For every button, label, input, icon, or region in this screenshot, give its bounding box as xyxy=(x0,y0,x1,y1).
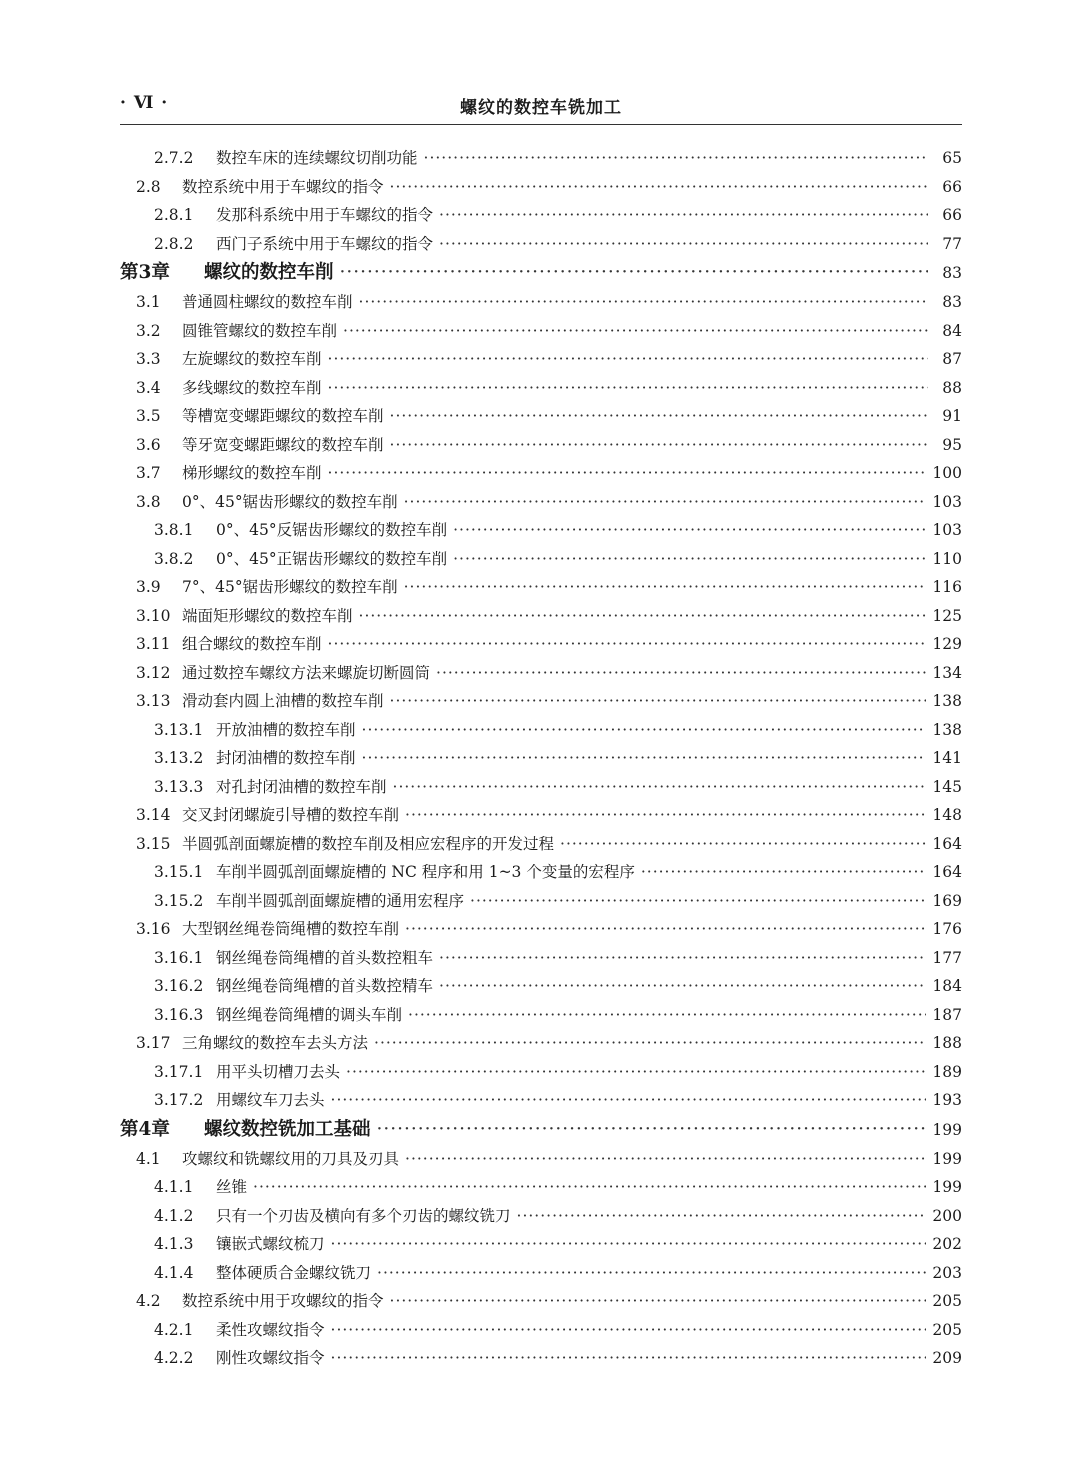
toc-entry-title: 通过数控车螺纹方法来螺旋切断圆筒 xyxy=(182,663,431,682)
toc-entry[interactable] xyxy=(120,630,962,659)
toc-entry[interactable] xyxy=(120,1287,962,1316)
toc-entry-page: 177 xyxy=(932,948,962,967)
toc-entry-page: 164 xyxy=(932,834,962,853)
dot-leader xyxy=(328,345,928,374)
toc-chapter-entry[interactable] xyxy=(120,1115,962,1145)
toc-entry-page: 184 xyxy=(932,977,962,995)
toc-entry-title: 攻螺纹和铣螺纹用的刀具及刃具 xyxy=(182,1149,400,1168)
toc-entry-title: 0°、45°锯齿形螺纹的数控车削 xyxy=(182,492,398,511)
toc-entry-title: 圆锥管螺纹的数控车削 xyxy=(182,321,338,340)
toc-entry-page: 88 xyxy=(942,378,962,397)
toc-entry[interactable] xyxy=(120,459,962,488)
toc-entry-title: 数控系统中用于攻螺纹的指令 xyxy=(182,1292,384,1310)
toc-entry-page: 87 xyxy=(942,350,962,368)
toc-entry[interactable] xyxy=(120,915,962,944)
toc-entry[interactable] xyxy=(120,173,962,202)
toc-entry-title: 开放油槽的数控车削 xyxy=(216,720,356,739)
toc-entry-page: 145 xyxy=(932,777,962,796)
toc-entry-number: 3.13.2 xyxy=(154,749,204,767)
toc-entry[interactable] xyxy=(120,144,962,173)
toc-entry-number: 3.15 xyxy=(136,834,171,853)
dot-leader xyxy=(405,801,926,830)
toc-entry-page: 148 xyxy=(932,806,962,824)
toc-entry[interactable] xyxy=(120,801,962,830)
toc-entry-title: 等槽宽变螺距螺纹的数控车削 xyxy=(182,407,384,425)
toc-entry[interactable] xyxy=(120,773,962,802)
toc-entry-number: 3.3 xyxy=(136,350,161,368)
toc-entry-title: 端面矩形螺纹的数控车削 xyxy=(182,606,353,625)
toc-entry-page: 110 xyxy=(932,549,962,568)
toc-entry[interactable] xyxy=(120,201,962,230)
toc-entry-page: 202 xyxy=(932,1235,962,1253)
dot-leader xyxy=(405,915,926,944)
toc-entry-title: 数控系统中用于车螺纹的指令 xyxy=(182,177,384,196)
toc-entry[interactable] xyxy=(120,1259,962,1288)
toc-entry-page: 189 xyxy=(932,1062,962,1081)
toc-entry-page: 65 xyxy=(942,149,962,167)
toc-entry[interactable] xyxy=(120,488,962,517)
dot-leader xyxy=(362,716,927,745)
toc-entry-number: 3.7 xyxy=(136,464,161,482)
toc-entry-page: 188 xyxy=(932,1034,962,1052)
toc-entry-page: 100 xyxy=(932,464,962,482)
dot-leader xyxy=(346,1058,926,1087)
toc-entry[interactable] xyxy=(120,431,962,460)
toc-entry-number: 2.8.1 xyxy=(154,206,194,224)
toc-entry-title: 柔性攻螺纹指令 xyxy=(216,1320,325,1339)
toc-entry-page: 141 xyxy=(932,749,962,767)
dot-leader xyxy=(404,573,927,602)
dot-leader xyxy=(390,402,928,431)
toc-entry[interactable] xyxy=(120,1145,962,1174)
toc-entry-number: 3.16.1 xyxy=(154,948,204,967)
toc-entry-title: 丝锥 xyxy=(216,1178,248,1196)
toc-entry-page: 83 xyxy=(942,293,962,311)
dot-leader xyxy=(377,1259,926,1288)
toc-entry-number: 第3章 xyxy=(120,262,170,283)
dot-leader xyxy=(340,258,928,288)
toc-entry-number: 4.1 xyxy=(136,1149,161,1168)
toc-entry-title: 大型钢丝绳卷筒绳槽的数控车削 xyxy=(182,920,400,938)
toc-entry-number: 4.1.1 xyxy=(154,1178,194,1196)
toc-entry-page: 95 xyxy=(942,435,962,454)
dot-leader xyxy=(328,630,927,659)
toc-entry-page: 84 xyxy=(942,321,962,340)
toc-entry-title: 半圆弧剖面螺旋槽的数控车削及相应宏程序的开发过程 xyxy=(182,834,555,853)
dot-leader xyxy=(470,887,926,916)
dot-leader xyxy=(641,858,927,887)
toc-entry-number: 3.8 xyxy=(136,492,161,511)
dot-leader xyxy=(439,972,926,1001)
toc-entry-number: 3.9 xyxy=(136,578,161,596)
toc-entry-number: 3.4 xyxy=(136,378,161,397)
toc-entry-number: 3.17.1 xyxy=(154,1062,204,1081)
dot-leader xyxy=(404,488,927,517)
toc-entry-page: 176 xyxy=(932,920,962,938)
toc-entry-number: 3.5 xyxy=(136,407,161,425)
toc-entry[interactable] xyxy=(120,317,962,346)
toc-entry-page: 193 xyxy=(932,1091,962,1109)
toc-entry-number: 3.2 xyxy=(136,321,161,340)
dot-leader xyxy=(331,1230,927,1259)
toc-entry-number: 3.14 xyxy=(136,806,171,824)
dot-leader xyxy=(343,317,928,346)
toc-entry-title: 0°、45°反锯齿形螺纹的数控车削 xyxy=(216,521,448,539)
dot-leader xyxy=(374,1029,926,1058)
toc-entry[interactable] xyxy=(120,1173,962,1202)
toc-entry-title: 发那科系统中用于车螺纹的指令 xyxy=(216,206,434,224)
toc-entry-number: 3.15.1 xyxy=(154,863,204,881)
toc-entry-title: 三角螺纹的数控车去头方法 xyxy=(182,1034,369,1052)
dot-leader xyxy=(408,1001,926,1030)
toc-entry[interactable] xyxy=(120,887,962,916)
toc-entry-page: 134 xyxy=(932,663,962,682)
toc-entry-number: 2.8.2 xyxy=(154,234,194,253)
toc-entry-number: 4.2.2 xyxy=(154,1349,194,1367)
toc-entry-number: 3.13 xyxy=(136,692,171,710)
toc-entry-page: 91 xyxy=(942,407,962,425)
toc-entry-number: 2.7.2 xyxy=(154,149,194,167)
toc-entry-number: 4.2.1 xyxy=(154,1320,194,1339)
toc-entry-number: 3.17 xyxy=(136,1034,171,1052)
toc-entry[interactable] xyxy=(120,858,962,887)
toc-entry-number: 4.1.2 xyxy=(154,1206,194,1225)
toc-entry-title: 镶嵌式螺纹梳刀 xyxy=(216,1235,325,1253)
toc-entry-title: 等牙宽变螺距螺纹的数控车削 xyxy=(182,435,384,454)
toc-entry-title: 钢丝绳卷筒绳槽的调头车削 xyxy=(216,1005,403,1024)
toc-entry-page: 138 xyxy=(932,720,962,739)
toc-entry-page: 83 xyxy=(942,264,962,282)
dot-leader xyxy=(328,459,927,488)
toc-entry-page: 199 xyxy=(932,1149,962,1168)
dot-leader xyxy=(359,602,927,631)
dot-leader xyxy=(390,687,927,716)
toc-entry-number: 3.10 xyxy=(136,606,171,625)
dot-leader xyxy=(331,1316,927,1345)
toc-entry[interactable] xyxy=(120,1344,962,1373)
dot-leader xyxy=(390,431,928,460)
toc-entry-page: 200 xyxy=(932,1206,962,1225)
toc-entry[interactable] xyxy=(120,573,962,602)
toc-entry-title: 普通圆柱螺纹的数控车削 xyxy=(182,293,353,311)
toc-entry-title: 左旋螺纹的数控车削 xyxy=(182,350,322,368)
dot-leader xyxy=(424,144,928,173)
toc-entry-title: 组合螺纹的数控车削 xyxy=(182,635,322,653)
toc-entry-number: 3.13.1 xyxy=(154,720,204,739)
toc-entry-number: 3.16.3 xyxy=(154,1005,204,1024)
toc-entry-title: 只有一个刃齿及横向有多个刃齿的螺纹铣刀 xyxy=(216,1206,511,1225)
toc-entry-title: 用螺纹车刀去头 xyxy=(216,1091,325,1109)
dot-leader xyxy=(253,1173,926,1202)
toc-entry[interactable] xyxy=(120,374,962,403)
toc-entry[interactable] xyxy=(120,1029,962,1058)
toc-entry-title: 封闭油槽的数控车削 xyxy=(216,749,356,767)
toc-entry-page: 77 xyxy=(942,234,962,253)
toc-entry-page: 116 xyxy=(932,578,962,596)
dot-leader xyxy=(517,1202,927,1231)
toc-entry-title: 螺纹数控铣加工基础 xyxy=(204,1118,371,1140)
toc-entry-title: 滑动套内圆上油槽的数控车削 xyxy=(182,692,384,710)
toc-entry[interactable] xyxy=(120,687,962,716)
dot-leader xyxy=(560,830,926,859)
toc-entry-title: 用平头切槽刀去头 xyxy=(216,1062,341,1081)
table-of-contents xyxy=(120,144,962,1373)
toc-entry[interactable] xyxy=(120,602,962,631)
toc-entry-number: 3.1 xyxy=(136,293,161,311)
toc-entry-page: 209 xyxy=(932,1349,962,1367)
toc-entry-page: 199 xyxy=(932,1120,962,1139)
toc-entry[interactable] xyxy=(120,1001,962,1030)
toc-entry-title: 刚性攻螺纹指令 xyxy=(216,1349,325,1367)
toc-entry-title: 梯形螺纹的数控车削 xyxy=(182,464,322,482)
dot-leader xyxy=(328,374,928,403)
toc-entry-title: 交叉封闭螺旋引导槽的数控车削 xyxy=(182,806,400,824)
toc-entry-title: 钢丝绳卷筒绳槽的首头数控精车 xyxy=(216,977,434,995)
toc-entry-title: 数控车床的连续螺纹切削功能 xyxy=(216,149,418,167)
toc-entry-number: 3.8.2 xyxy=(154,549,194,568)
toc-entry-title: 钢丝绳卷筒绳槽的首头数控粗车 xyxy=(216,948,434,967)
toc-entry-page: 199 xyxy=(932,1178,962,1196)
toc-entry-number: 3.11 xyxy=(136,635,171,653)
toc-entry-title: 7°、45°锯齿形螺纹的数控车削 xyxy=(182,578,398,596)
toc-entry-page: 205 xyxy=(932,1320,962,1339)
toc-entry-number: 3.15.2 xyxy=(154,891,204,910)
dot-leader xyxy=(453,516,926,545)
toc-entry-title: 0°、45°正锯齿形螺纹的数控车削 xyxy=(216,549,448,568)
toc-entry-page: 129 xyxy=(932,635,962,653)
toc-entry-number: 3.8.1 xyxy=(154,521,194,539)
toc-entry[interactable] xyxy=(120,744,962,773)
dot-leader xyxy=(393,773,927,802)
toc-entry[interactable] xyxy=(120,659,962,688)
dot-leader xyxy=(439,944,926,973)
toc-entry-title: 多线螺纹的数控车削 xyxy=(182,378,322,397)
toc-entry-page: 187 xyxy=(932,1005,962,1024)
toc-entry-number: 3.16 xyxy=(136,920,171,938)
dot-leader xyxy=(453,545,926,574)
dot-leader xyxy=(377,1115,927,1145)
toc-entry[interactable] xyxy=(120,402,962,431)
toc-entry-number: 2.8 xyxy=(136,177,161,196)
dot-leader xyxy=(390,173,928,202)
toc-entry[interactable] xyxy=(120,972,962,1001)
toc-entry-page: 164 xyxy=(932,863,962,881)
toc-entry-title: 整体硬质合金螺纹铣刀 xyxy=(216,1263,372,1282)
toc-entry-number: 4.1.3 xyxy=(154,1235,194,1253)
dot-leader xyxy=(390,1287,927,1316)
toc-entry[interactable] xyxy=(120,516,962,545)
toc-entry[interactable] xyxy=(120,716,962,745)
toc-entry[interactable] xyxy=(120,1230,962,1259)
toc-entry[interactable] xyxy=(120,1058,962,1087)
toc-entry[interactable] xyxy=(120,230,962,259)
toc-entry-page: 66 xyxy=(942,206,962,224)
dot-leader xyxy=(362,744,927,773)
toc-entry[interactable] xyxy=(120,345,962,374)
toc-entry[interactable] xyxy=(120,1202,962,1231)
toc-entry-page: 103 xyxy=(932,492,962,511)
toc-entry-page: 203 xyxy=(932,1263,962,1282)
toc-entry-title: 对孔封闭油槽的数控车削 xyxy=(216,777,387,796)
toc-entry-page: 103 xyxy=(932,521,962,539)
toc-entry[interactable] xyxy=(120,830,962,859)
toc-entry-number: 第4章 xyxy=(120,1118,170,1140)
dot-leader xyxy=(405,1145,926,1174)
dot-leader xyxy=(436,659,926,688)
toc-chapter-entry[interactable] xyxy=(120,258,962,288)
page-number: · Ⅵ · xyxy=(120,93,169,113)
header-divider xyxy=(120,124,962,125)
toc-entry[interactable] xyxy=(120,288,962,317)
dot-leader xyxy=(439,230,928,259)
toc-entry-title: 西门子系统中用于车螺纹的指令 xyxy=(216,234,434,253)
page-header xyxy=(120,93,962,123)
dot-leader xyxy=(331,1086,927,1115)
toc-entry-title: 车削半圆弧剖面螺旋槽的 NC 程序和用 1~3 个变量的宏程序 xyxy=(216,863,635,881)
toc-entry-title: 车削半圆弧剖面螺旋槽的通用宏程序 xyxy=(216,891,465,910)
toc-entry[interactable] xyxy=(120,944,962,973)
toc-entry-number: 3.16.2 xyxy=(154,977,204,995)
toc-entry-number: 4.1.4 xyxy=(154,1263,194,1282)
dot-leader xyxy=(439,201,928,230)
toc-entry[interactable] xyxy=(120,1316,962,1345)
toc-entry[interactable] xyxy=(120,545,962,574)
toc-entry-number: 4.2 xyxy=(136,1292,161,1310)
book-title: 螺纹的数控车铣加工 xyxy=(460,98,622,118)
toc-entry[interactable] xyxy=(120,1086,962,1115)
toc-entry-title: 螺纹的数控车削 xyxy=(204,262,334,283)
dot-leader xyxy=(331,1344,927,1373)
toc-entry-number: 3.13.3 xyxy=(154,777,204,796)
toc-entry-number: 3.6 xyxy=(136,435,161,454)
toc-entry-number: 3.17.2 xyxy=(154,1091,204,1109)
toc-entry-number: 3.12 xyxy=(136,663,171,682)
toc-entry-page: 66 xyxy=(942,177,962,196)
toc-entry-page: 169 xyxy=(932,891,962,910)
dot-leader xyxy=(359,288,928,317)
toc-entry-page: 205 xyxy=(932,1292,962,1310)
toc-entry-page: 138 xyxy=(932,692,962,710)
toc-entry-page: 125 xyxy=(932,606,962,625)
